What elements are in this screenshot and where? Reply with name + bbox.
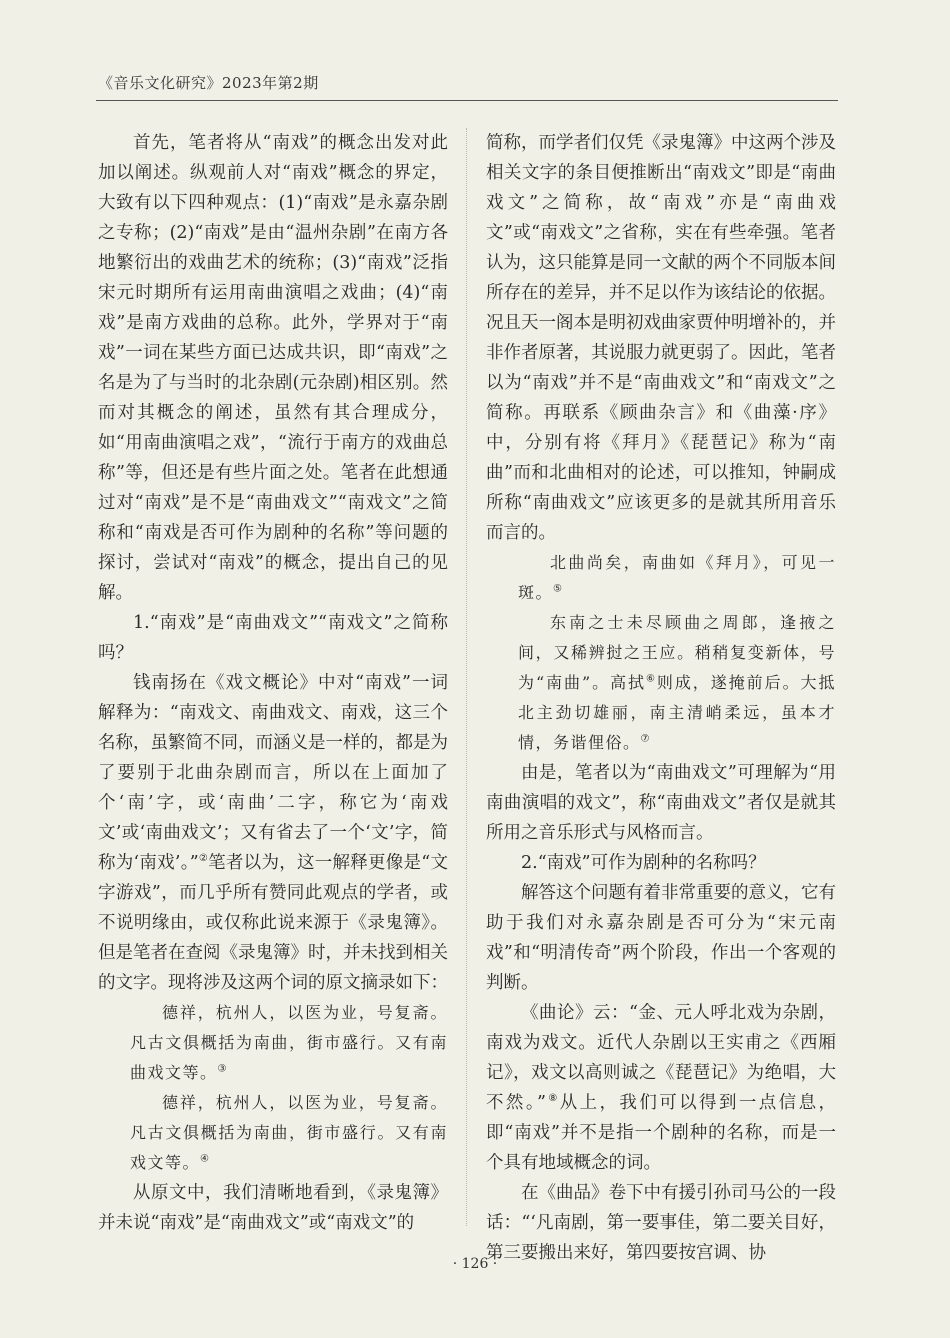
paragraph-text: 从上，我们可以得到一点信息，即“南戏”并不是指一个剧种的名称，而是一个具有地域概念的词。 [486, 1093, 836, 1173]
footnote-marker: ② [198, 853, 209, 865]
paragraph-text: 钱南扬在《戏文概论》中对“南戏”一词解释为：“南戏文、南曲戏文、南戏，这三个名称，虽繁简不同，而涵义是一样的，都是为了要别于北曲杂剧而言，所以在上面加了个‘南’字，或‘南曲’二字，称它为‘南戏文’或‘南曲戏文’；又有省去了一个‘文’字，简称为‘南戏’。” [98, 673, 448, 873]
paragraph-text: 笔者以为，这一解释更像是“文字游戏”，而几乎所有赞同此观点的学者，或不说明缘由，或仅称此说来源于《录鬼簿》。但是笔者在查阅《录鬼簿》时，并未找到相关的文字。现将涉及这两个词的原文摘录如下： [98, 853, 448, 993]
paragraph-text: 《曲论》云：“金、元人呼北戏为杂剧，南戏为戏文。近代人杂剧以王实甫之《西厢记》，戏文以高则诚之《琵琶记》为绝唱，大不然。” [486, 1003, 836, 1113]
paragraph: 在《曲品》卷下中有援引孙司马公的一段话：“‘凡南剧，第一要事佳，第二要关目好，第三要搬出来好，第四要按宫调、协 [486, 1183, 836, 1263]
footnote-marker: ⑤ [553, 583, 564, 595]
footnote-marker: ③ [217, 1063, 228, 1075]
footnote-marker: ⑧ [545, 1093, 560, 1105]
right-column [486, 128, 836, 1268]
quote-text: 北曲尚矣，南曲如《拜月》，可见一斑。 [518, 553, 836, 602]
block-quote [486, 548, 836, 608]
paragraph: 从原文中，我们清晰地看到，《录鬼簿》并未说“南戏”是“南曲戏文”或“南戏文”的 [98, 1183, 448, 1233]
paragraph: 首先，笔者将从“南戏”的概念出发对此加以阐述。纵观前人对“南戏”概念的界定，大致有以下四种观点：(1)“南戏”是永嘉杂剧之专称；(2)“南戏”是由“温州杂剧”在南方各地繁衍出的戏曲艺术的统称；(3)“南戏”泛指宋元时期所有运用南曲演唱之戏曲；(4)“南戏”是南方戏曲的总称。此外，学界对于“南戏”一词在某些方面已达成共识，即“南戏”之名是为了与当时的北杂剧(元杂剧)相区别。然而对其概念的阐述，虽然有其合理成分，如“用南曲演唱之戏”，“流行于南方的戏曲总称”等，但还是有些片面之处。笔者在此想通过对“南戏”是不是“南曲戏文”“南戏文”之简称和“南戏是否可作为剧种的名称”等问题的探讨，尝试对“南戏”的概念，提出自己的见解。 [98, 133, 448, 603]
header-rule [96, 100, 838, 101]
block-quote [98, 998, 448, 1088]
paragraph [486, 998, 836, 1178]
paragraph: 由是，笔者以为“南曲戏文”可理解为“用南曲演唱的戏文”，称“南曲戏文”者仅是就其所用之音乐形式与风格而言。 [486, 763, 836, 843]
paragraph: 简称，而学者们仅凭《录鬼簿》中这两个涉及相关文字的条目便推断出“南戏文”即是“南曲戏文”之简称，故“南戏”亦是“南曲戏文”或“南戏文”之省称，实在有些牵强。笔者认为，这只能算是同一文献的两个不同版本间所存在的差异，并不足以作为该结论的依据。况且天一阁本是明初戏曲家贾仲明增补的，并非作者原著，其说服力就更弱了。因此，笔者以为“南戏”并不是“南曲戏文”和“南戏文”之简称。再联系《顾曲杂言》和《曲藻·序》中，分别有将《拜月》《琵琶记》称为“南曲”而和北曲相对的论述，可以推知，钟嗣成所称“南曲戏文”应该更多的是就其所用音乐而言的。 [486, 133, 836, 543]
footnote-marker: ④ [200, 1153, 211, 1165]
quote-text: 则成，遂掩前后。大抵北主劲切雄丽，南主清峭柔远，虽本才情，务谐俚俗。 [518, 673, 836, 752]
quote-text: 德祥，杭州人，以医为业，号复斋。凡古文俱概括为南曲，街市盛行。又有南曲戏文等。 [130, 1003, 448, 1082]
block-quote [486, 608, 836, 758]
footnote-marker: ⑥ [645, 673, 657, 685]
column-divider [466, 128, 467, 1226]
quote-text: 东南之士未尽顾曲之周郎，逢掖之间，又稀辨挝之王应。稍稍复变新体，号为“南曲”。高拭 [518, 613, 836, 692]
left-column [98, 128, 448, 1238]
page-number: · 126 · [452, 1256, 498, 1272]
paragraph [98, 668, 448, 998]
footnote-marker: ⑦ [640, 733, 651, 745]
quote-text: 德祥，杭州人，以医为业，号复斋。凡古文俱概括为南曲，街市盛行。又有南戏文等。 [130, 1093, 448, 1172]
section-heading: 2.“南戏”可作为剧种的名称吗？ [521, 853, 766, 873]
paragraph: 解答这个问题有着非常重要的意义，它有助于我们对永嘉杂剧是否可分为“宋元南戏”和“明清传奇”两个阶段，作出一个客观的判断。 [486, 883, 836, 993]
block-quote [98, 1088, 448, 1178]
section-heading: 1.“南戏”是“南曲戏文”“南戏文”之简称吗？ [98, 613, 448, 663]
journal-header: 《音乐文化研究》2023年第2期 [98, 74, 319, 92]
